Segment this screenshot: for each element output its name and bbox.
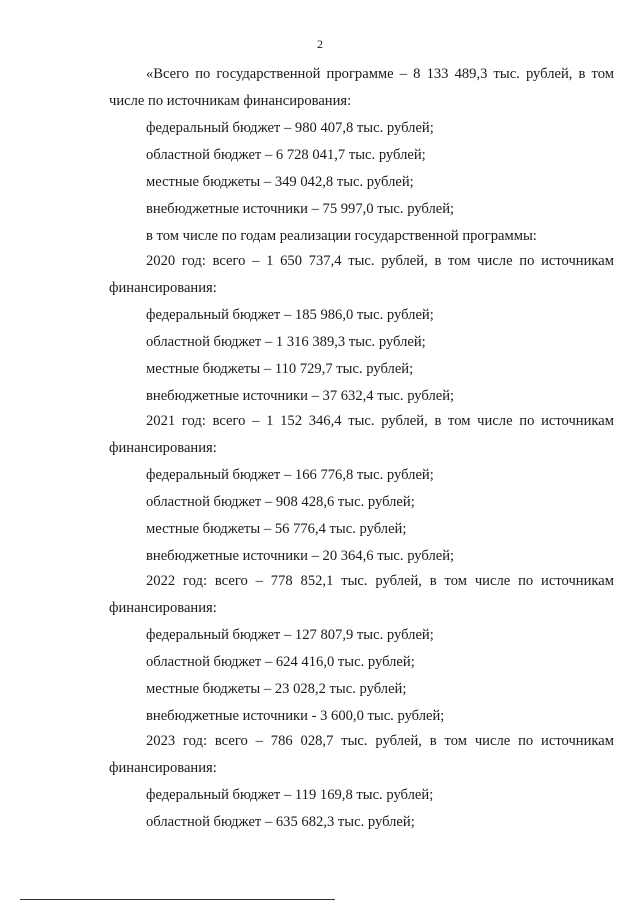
text-line-2022-regional: областной бюджет – 624 416,0 тыс. рублей; <box>146 654 415 670</box>
text-line-2023-financing: финансирования: <box>109 760 217 776</box>
text-line-2023-federal: федеральный бюджет – 119 169,8 тыс. рублей; <box>146 787 434 803</box>
text-line-2023-regional: областной бюджет – 635 682,3 тыс. рублей; <box>146 814 415 830</box>
text-line-total-extrabudget: внебюджетные источники – 75 997,0 тыс. рублей; <box>146 201 455 217</box>
text-line-total-2: числе по источникам финансирования: <box>109 93 352 109</box>
text-line-2022-local: местные бюджеты – 23 028,2 тыс. рублей; <box>146 681 407 697</box>
page-number: 2 <box>317 37 323 51</box>
text-line-2021-extrabudget: внебюджетные источники – 20 364,6 тыс. рублей; <box>146 548 455 564</box>
text-line-2020-local: местные бюджеты – 110 729,7 тыс. рублей; <box>146 361 414 377</box>
text-line-2020-federal: федеральный бюджет – 185 986,0 тыс. рублей; <box>146 307 434 323</box>
footer-rule <box>20 899 335 900</box>
text-line-2020-extrabudget: внебюджетные источники – 37 632,4 тыс. рублей; <box>146 388 455 404</box>
text-line-2022-federal: федеральный бюджет – 127 807,9 тыс. рублей; <box>146 627 434 643</box>
text-line-2020-total: 2020 год: всего – 1 650 737,4 тыс. рублей, в том числе по источникам <box>146 253 614 269</box>
text-line-2022-total: 2022 год: всего – 778 852,1 тыс. рублей, в том числе по источникам <box>146 573 614 589</box>
text-line-2020-regional: областной бюджет – 1 316 389,3 тыс. рублей; <box>146 334 426 350</box>
text-line-total-regional: областной бюджет – 6 728 041,7 тыс. рублей; <box>146 147 426 163</box>
text-line-2023-total: 2023 год: всего – 786 028,7 тыс. рублей, в том числе по источникам <box>146 733 614 749</box>
text-line-2022-financing: финансирования: <box>109 600 217 616</box>
text-line-2021-total: 2021 год: всего – 1 152 346,4 тыс. рублей, в том числе по источникам <box>146 413 614 429</box>
text-line-2020-financing: финансирования: <box>109 280 217 296</box>
text-line-2021-local: местные бюджеты – 56 776,4 тыс. рублей; <box>146 521 407 537</box>
text-line-2021-federal: федеральный бюджет – 166 776,8 тыс. рублей; <box>146 467 434 483</box>
text-line-total-federal: федеральный бюджет – 980 407,8 тыс. рублей; <box>146 120 434 136</box>
text-line-total-1: «Всего по государственной программе – 8 133 489,3 тыс. рублей, в том <box>146 66 614 82</box>
text-line-2022-extrabudget: внебюджетные источники - 3 600,0 тыс. рублей; <box>146 708 445 724</box>
text-line-total-local: местные бюджеты – 349 042,8 тыс. рублей; <box>146 174 414 190</box>
text-line-2021-regional: областной бюджет – 908 428,6 тыс. рублей; <box>146 494 415 510</box>
text-line-2021-financing: финансирования: <box>109 440 217 456</box>
text-line-by-years: в том числе по годам реализации государственной программы: <box>146 228 537 244</box>
